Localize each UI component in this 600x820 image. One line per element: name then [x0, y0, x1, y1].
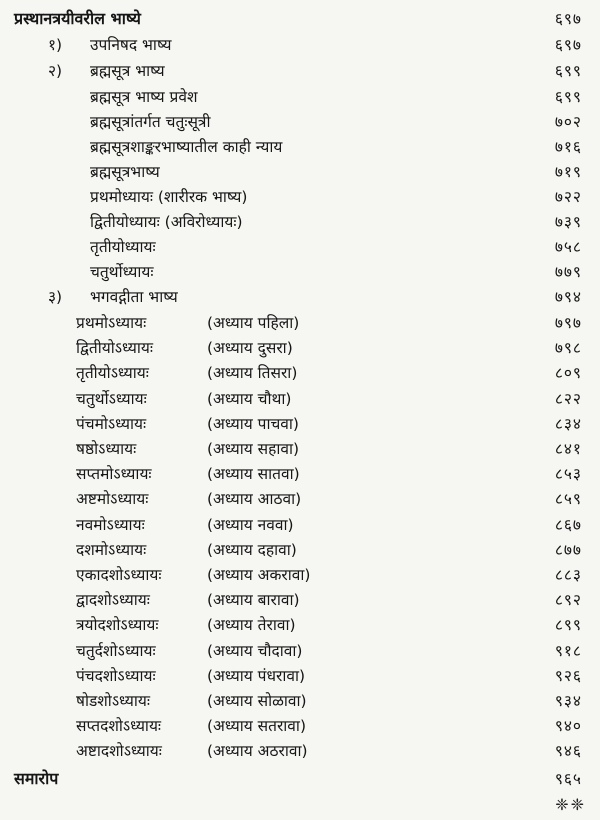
- gita-chapter-entry: [0, 587, 600, 613]
- page-number: ७१६: [554, 138, 582, 156]
- item-number: ३): [48, 288, 63, 306]
- page-number: ८३४: [554, 414, 582, 433]
- chapter-name: प्रथमोऽध्यायः: [76, 314, 147, 332]
- gita-chapter-entry: [0, 360, 600, 386]
- page-number: ६९७: [554, 36, 582, 54]
- page-number: ७५८: [554, 238, 582, 256]
- page-number: ७२२: [554, 188, 582, 206]
- chapter-marathi-name: (अध्याय अठरावा): [207, 742, 308, 761]
- page-number: ६९९: [554, 88, 582, 106]
- item-label: ब्रह्मसूत्रभाष्य: [90, 163, 160, 181]
- chapter-name: अष्टमोऽध्यायः: [76, 490, 149, 509]
- page-number: ९२६: [554, 666, 582, 685]
- item-label: ब्रह्मसूत्रशाङ्करभाष्यातील काही न्याय: [90, 138, 283, 156]
- page-number: ८४१: [554, 440, 582, 458]
- gita-chapter-entry: [0, 436, 600, 462]
- page-number: ८०९: [554, 364, 582, 383]
- chapter-name: एकादशोऽध्यायः: [76, 566, 162, 584]
- page-number: ८९९: [554, 616, 582, 635]
- toc-entry-upanishad: [0, 32, 600, 58]
- gita-chapter-entry: [0, 738, 600, 764]
- chapter-marathi-name: (अध्याय बारावा): [207, 591, 300, 610]
- chapter-marathi-name: (अध्याय सातवा): [207, 465, 300, 484]
- page-number: ९१८: [554, 641, 582, 660]
- page-number: ८२२: [554, 389, 582, 408]
- page-number: ८९२: [554, 591, 582, 610]
- chapter-name: चतुर्थोऽध्यायः: [76, 389, 147, 408]
- chapter-marathi-name: (अध्याय सतरावा): [207, 717, 306, 736]
- gita-chapter-entry: [0, 486, 600, 512]
- toc-entry-prasthantrayi: [0, 6, 600, 32]
- chapter-marathi-name: (अध्याय सोळावा): [207, 692, 307, 710]
- item-label: भगवद्गीता भाष्य: [90, 288, 178, 306]
- page-number: ७०२: [554, 113, 582, 131]
- chapter-name: त्रयोदशोऽध्यायः: [76, 616, 159, 635]
- page-number: ७९४: [554, 288, 582, 306]
- gita-chapter-entry: [0, 638, 600, 664]
- chapter-marathi-name: (अध्याय आठवा): [207, 490, 302, 509]
- item-label: चतुर्थोध्यायः: [90, 263, 154, 281]
- page-number: ९६५: [554, 770, 582, 788]
- page-number: ८७७: [554, 540, 582, 559]
- chapter-marathi-name: (अध्याय तिसरा): [207, 364, 298, 383]
- toc-entry-gita: [0, 284, 600, 310]
- gita-chapter-entry: [0, 411, 600, 437]
- chapter-name: द्वादशोऽध्यायः: [76, 591, 150, 610]
- chapter-marathi-name: (अध्याय चौथा): [207, 389, 292, 408]
- page-number: ८६७: [554, 515, 582, 534]
- toc-sub-entry: [0, 259, 600, 285]
- item-label: उपनिषद भाष्य: [90, 36, 172, 54]
- page-number: ८५९: [554, 490, 582, 509]
- chapter-marathi-name: (अध्याय पंधरावा): [207, 666, 306, 685]
- chapter-name: तृतीयोऽध्यायः: [76, 364, 149, 383]
- closing-title: समारोप: [14, 769, 59, 788]
- gita-chapter-entry: [0, 335, 600, 361]
- toc-sub-entry: [0, 84, 600, 110]
- toc-sub-entry: [0, 109, 600, 135]
- page-number: ८८३: [554, 566, 582, 584]
- page-number: ९४६: [554, 742, 582, 761]
- gita-chapter-entry: [0, 537, 600, 563]
- gita-chapter-entry: [0, 512, 600, 538]
- chapter-name: सप्तमोऽध्यायः: [76, 465, 152, 484]
- chapter-marathi-name: (अध्याय सहावा): [207, 440, 300, 458]
- item-number: १): [48, 36, 63, 54]
- page-number: ७९७: [554, 314, 582, 332]
- gita-chapter-entry: [0, 612, 600, 638]
- page-number: ६९९: [554, 62, 582, 80]
- chapter-marathi-name: (अध्याय चौदावा): [207, 641, 303, 660]
- page-number: ९४०: [554, 717, 582, 736]
- page-number: ८५३: [554, 465, 582, 484]
- page-number: ७३९: [554, 213, 582, 231]
- item-label: ब्रह्मसूत्र भाष्य: [90, 62, 165, 80]
- toc-sub-entry: [0, 134, 600, 160]
- chapter-name: पंचमोऽध्यायः: [76, 414, 147, 433]
- page-number: ९३४: [554, 692, 582, 710]
- page-number: ७७९: [554, 263, 582, 281]
- gita-chapter-entry: [0, 310, 600, 336]
- chapter-marathi-name: (अध्याय दहावा): [207, 540, 297, 559]
- item-label: तृतीयोध्यायः: [90, 238, 156, 256]
- chapter-marathi-name: (अध्याय पहिला): [207, 314, 300, 332]
- gita-chapter-entry: [0, 562, 600, 588]
- page-number: ७९८: [554, 339, 582, 358]
- page-number: ७१९: [554, 163, 582, 181]
- item-label: द्वितीयोध्यायः (अविरोध्यायः): [90, 213, 243, 231]
- toc-entry-closing: [0, 766, 600, 792]
- chapter-name: नवमोऽध्यायः: [76, 515, 145, 534]
- chapter-name: पंचदशोऽध्यायः: [76, 666, 156, 685]
- chapter-name: षोडशोऽध्यायः: [76, 692, 151, 710]
- chapter-marathi-name: (अध्याय दुसरा): [207, 339, 293, 358]
- chapter-marathi-name: (अध्याय नववा): [207, 515, 294, 534]
- gita-chapter-entry: [0, 688, 600, 714]
- section-title: प्रस्थानत्रयीवरील भाष्ये: [14, 9, 141, 28]
- item-label: ब्रह्मसूत्रांतर्गत चतुःसूत्री: [90, 113, 211, 131]
- toc-sub-entry: [0, 234, 600, 260]
- chapter-name: द्वितीयोऽध्यायः: [76, 339, 153, 358]
- toc-sub-entry: [0, 184, 600, 210]
- item-label: प्रथमोध्यायः (शारीरक भाष्य): [90, 188, 248, 206]
- chapter-name: षष्ठोऽध्यायः: [76, 440, 137, 458]
- item-label: ब्रह्मसूत्र भाष्य प्रवेश: [90, 88, 198, 106]
- chapter-name: सप्तदशोऽध्यायः: [76, 717, 162, 736]
- chapter-name: दशमोऽध्यायः: [76, 540, 147, 559]
- chapter-marathi-name: (अध्याय पाचवा): [207, 414, 299, 433]
- toc-sub-entry: [0, 209, 600, 235]
- chapter-marathi-name: (अध्याय अकरावा): [207, 566, 311, 584]
- item-number: २): [48, 62, 63, 80]
- gita-chapter-entry: [0, 663, 600, 689]
- ornament-icon: ❈❈: [555, 795, 586, 814]
- chapter-name: चतुर्दशोऽध्यायः: [76, 641, 156, 660]
- toc-entry-brahmasutra: [0, 58, 600, 84]
- gita-chapter-entry: [0, 386, 600, 412]
- chapter-marathi-name: (अध्याय तेरावा): [207, 616, 296, 635]
- toc-sub-entry: [0, 159, 600, 185]
- gita-chapter-entry: [0, 461, 600, 487]
- page-number: ६९७: [554, 10, 582, 28]
- chapter-name: अष्टादशोऽध्यायः: [76, 742, 162, 761]
- gita-chapter-entry: [0, 713, 600, 739]
